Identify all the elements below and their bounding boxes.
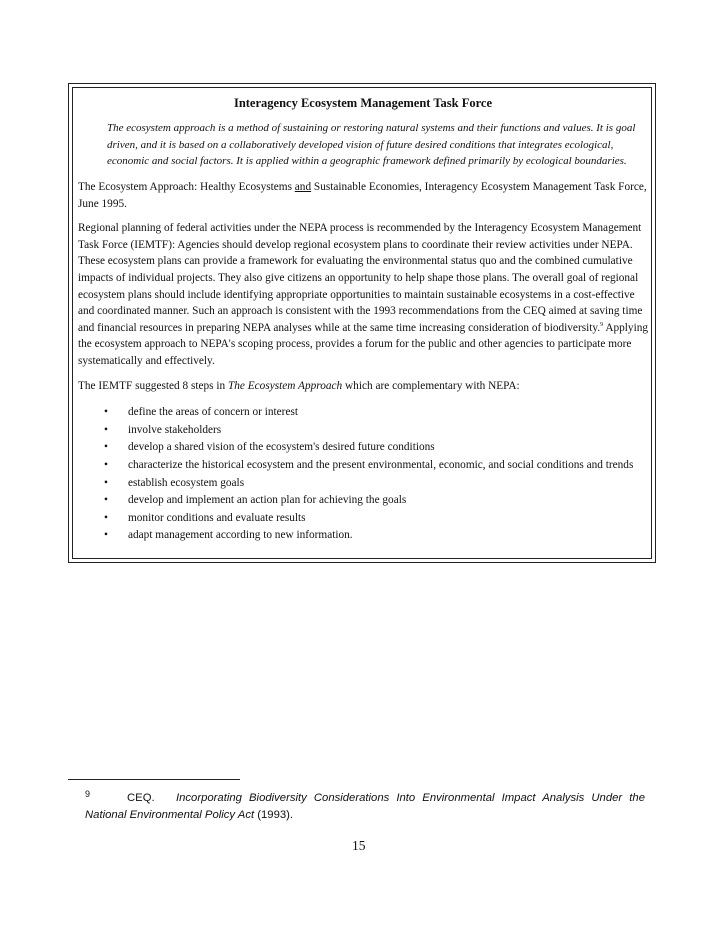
- citation-before: The Ecosystem Approach: Healthy Ecosystems: [78, 181, 295, 194]
- footnote-divider: [68, 779, 240, 780]
- bullet-icon: •: [104, 476, 108, 489]
- footnote-number: 9: [85, 789, 91, 799]
- citation-after: Sustainable Economies, Interagency Ecosystem Management Task Force, June 1995.: [78, 181, 647, 210]
- footnote-author: CEQ.: [127, 792, 155, 804]
- bullet-icon: •: [104, 406, 108, 419]
- box-title: Interagency Ecosystem Management Task Force: [233, 96, 493, 110]
- list-item: [78, 475, 653, 492]
- ecosystem-approach-quote: The ecosystem approach is a method of sustaining or restoring natural systems and their functions and values. It is goal driven, and it is based on a collaboratively developed vision of future desired conditions that integrates ecological, economic and social factors. It is applied within a geographic framework defined primarily by ecological boundaries.: [107, 122, 636, 168]
- bullet-icon: •: [104, 441, 108, 454]
- steps-intro-before: The IEMTF suggested 8 steps in: [78, 379, 228, 392]
- step-text: develop a shared vision of the ecosystem's desired future conditions: [128, 441, 435, 454]
- citation-underlined: and: [294, 181, 312, 194]
- step-text: involve stakeholders: [128, 423, 222, 436]
- page-number: 15: [352, 838, 366, 853]
- body-text-after: Applying the ecosystem approach to NEPA's scoping process, provides a forum for the public and other agencies to participate more systematically and effectively.: [78, 321, 649, 368]
- boxed-content: [78, 94, 648, 545]
- step-text: define the areas of concern or interest: [128, 406, 298, 419]
- list-item: [78, 527, 653, 544]
- steps-intro-title: The Ecosystem Approach: [227, 379, 343, 392]
- body-text-before: Regional planning of federal activities under the NEPA process is recommended by the Interagency Ecosystem Management Task Force (IEMTF): Agencies should develop regional ecosystem plans to coordinate their review activities under NEPA. These ecosystem plans can provide a framework for evaluating the environmental status quo and the combined cumulative impacts of individual projects. They also give citizens an opportunity to help shape those plans. The overall goal of regional ecosystem plans should include identifying appropriate opportunities to maintain sustainable ecosystems in a cost-effective and coordinated manner. Such an approach is consistent with the 1993 recommendations from the CEQ aimed at saving time and financial resources in preparing NEPA analyses while at the same time increasing consideration of biodiversity.: [78, 222, 643, 334]
- step-text: adapt management according to new information.: [128, 529, 353, 542]
- steps-intro: [78, 378, 648, 395]
- step-text: monitor conditions and evaluate results: [128, 511, 306, 524]
- list-item: [78, 404, 653, 421]
- step-text: characterize the historical ecosystem and the present environmental, economic, and social conditions and trends: [128, 459, 634, 472]
- bullet-icon: •: [104, 529, 108, 542]
- bullet-icon: •: [104, 423, 108, 436]
- bullet-icon: •: [104, 494, 108, 507]
- citation: [78, 179, 648, 212]
- list-item: [78, 439, 653, 456]
- footnote-reference: 9: [600, 322, 604, 329]
- body-paragraph: [78, 220, 648, 369]
- step-text: establish ecosystem goals: [128, 476, 245, 489]
- footnote: [85, 790, 645, 824]
- list-item: [78, 492, 653, 509]
- list-item: [78, 510, 653, 527]
- list-item: [78, 457, 653, 474]
- bullet-icon: •: [104, 459, 108, 472]
- bullet-icon: •: [104, 511, 108, 524]
- footnote-year: (1993).: [254, 809, 294, 821]
- footnote-text: [85, 790, 645, 824]
- step-text: develop and implement an action plan for achieving the goals: [128, 494, 407, 507]
- list-item: [78, 422, 653, 439]
- steps-list: [78, 404, 648, 544]
- steps-intro-after: which are complementary with NEPA:: [342, 379, 520, 392]
- footnote-title: Incorporating Biodiversity Considerations Into Environmental Impact Analysis Under the National Environmental Policy Act: [85, 792, 645, 821]
